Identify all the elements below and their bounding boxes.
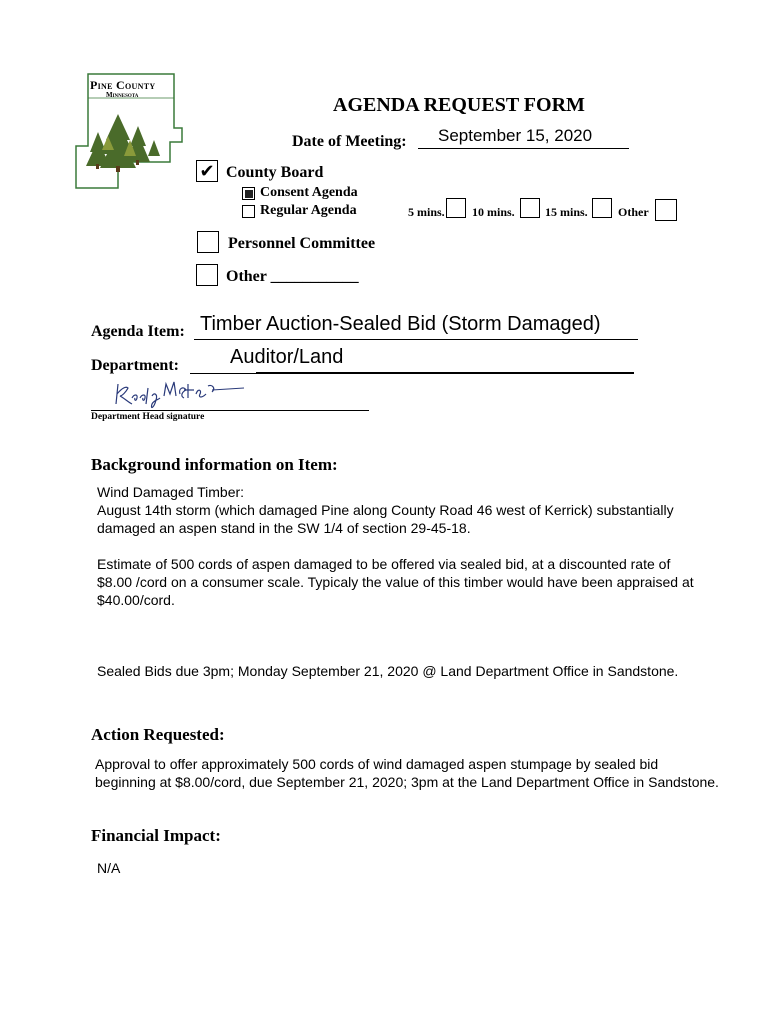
personnel-committee-label: Personnel Committee bbox=[228, 235, 376, 252]
time-other-checkbox[interactable] bbox=[655, 199, 677, 221]
time-10-label: 10 mins. bbox=[472, 205, 515, 219]
background-line-1: Wind Damaged Timber: bbox=[97, 484, 245, 500]
logo-subtitle: Minnesota bbox=[106, 91, 139, 99]
signature-line bbox=[91, 396, 369, 411]
background-line-3: damaged an aspen stand in the SW 1/4 of section 29-45-18. bbox=[97, 520, 471, 536]
other-label: Other ___________ bbox=[226, 268, 359, 285]
date-label: Date of Meeting: bbox=[292, 133, 407, 150]
estimate-line-3: $40.00/cord. bbox=[97, 592, 175, 608]
financial-value: N/A bbox=[97, 860, 121, 876]
regular-agenda-checkbox[interactable] bbox=[242, 205, 255, 218]
time-15-checkbox[interactable] bbox=[592, 198, 612, 218]
consent-agenda-label: Consent Agenda bbox=[260, 185, 358, 200]
estimate-line-1: Estimate of 500 cords of aspen damaged to be offered via sealed bid, at a discounted rate of bbox=[97, 556, 671, 572]
regular-agenda-label: Regular Agenda bbox=[260, 203, 357, 218]
date-field[interactable]: September 15, 2020 bbox=[438, 126, 593, 145]
background-heading: Background information on Item: bbox=[91, 455, 338, 474]
time-5-label: 5 mins. bbox=[408, 205, 445, 219]
action-line-2: beginning at $8.00/cord, due September 21, 2020; 3pm at the Land Department Office in Sandstone. bbox=[95, 774, 719, 790]
pine-county-logo bbox=[74, 70, 184, 190]
personnel-committee-checkbox[interactable] bbox=[197, 231, 219, 253]
logo-title: Pine County bbox=[90, 78, 156, 92]
estimate-line-2: $8.00 /cord on a consumer scale. Typicaly the value of this timber would have been appraised at bbox=[97, 574, 694, 590]
financial-heading: Financial Impact: bbox=[91, 826, 221, 845]
agenda-item-label: Agenda Item: bbox=[91, 323, 185, 340]
department-field[interactable]: Auditor/Land bbox=[230, 346, 344, 368]
time-15-label: 15 mins. bbox=[545, 205, 588, 219]
county-board-checkbox[interactable] bbox=[196, 160, 218, 182]
time-10-checkbox[interactable] bbox=[520, 198, 540, 218]
checkmark-icon: ✔ bbox=[199, 161, 215, 181]
sealed-bids-line: Sealed Bids due 3pm; Monday September 21, 2020 @ Land Department Office in Sandstone. bbox=[97, 663, 679, 679]
filled-square-icon bbox=[245, 190, 253, 198]
action-heading: Action Requested: bbox=[91, 725, 225, 744]
action-line-1: Approval to offer approximately 500 cords of wind damaged aspen stumpage by sealed bid bbox=[95, 756, 659, 772]
county-board-label: County Board bbox=[226, 164, 324, 181]
consent-agenda-checkbox[interactable] bbox=[242, 187, 255, 200]
agenda-item-field[interactable]: Timber Auction-Sealed Bid (Storm Damaged) bbox=[200, 313, 601, 335]
other-checkbox[interactable] bbox=[196, 264, 218, 286]
page-title: AGENDA REQUEST FORM bbox=[333, 94, 585, 116]
time-5-checkbox[interactable] bbox=[446, 198, 466, 218]
background-line-2: August 14th storm (which damaged Pine along County Road 46 west of Kerrick) substantially bbox=[97, 502, 674, 518]
signature-caption: Department Head signature bbox=[91, 412, 205, 422]
time-other-label: Other bbox=[618, 205, 649, 219]
department-label: Department: bbox=[91, 357, 179, 374]
